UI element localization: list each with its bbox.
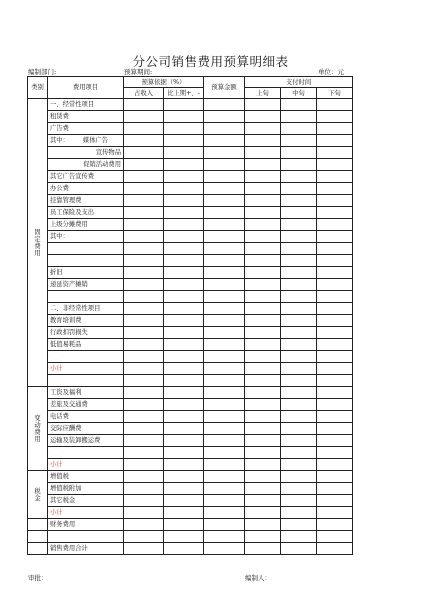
row-entertainment: 交际应酬费	[48, 423, 124, 435]
header-basis-revenue: 占收入	[124, 88, 164, 99]
category-tax: 税 金	[28, 471, 48, 519]
header-category: 类别	[28, 77, 48, 99]
row-ad-of-which: 其中： 媒体广告	[48, 135, 124, 147]
header-pay-late: 下旬	[317, 88, 353, 99]
row-travel: 差旅及交通费	[48, 399, 124, 411]
row-depreciation: 折旧	[48, 267, 124, 279]
row-blank	[48, 375, 124, 387]
row-regular-items: 一、经常性项目	[48, 99, 124, 111]
row-deferred-amortization: 递延资产摊销	[48, 279, 124, 291]
row-wages: 工资及福利	[48, 387, 124, 399]
row-subtotal-variable: 小计	[48, 459, 124, 471]
row-office: 办公费	[48, 183, 124, 195]
row-other-tax: 其它税金	[48, 495, 124, 507]
row-blank	[48, 531, 124, 543]
header-item: 费用项目	[48, 77, 124, 99]
row-subtotal-fixed: 小计	[48, 363, 124, 375]
row-subtotal-tax: 小计	[48, 507, 124, 519]
row-other-ads: 其它广告宣传费	[48, 171, 124, 183]
row-total: 销售费用合计	[48, 543, 124, 555]
unit-label: 单位：元	[318, 68, 344, 76]
footer-preparer: 编制人：	[245, 574, 271, 582]
row-blank	[48, 291, 124, 303]
row-blank	[48, 255, 124, 267]
header-pay-mid: 中旬	[281, 88, 317, 99]
row-blank	[48, 351, 124, 363]
row-consumables: 低值易耗品	[48, 339, 124, 351]
header-basis-change: 比上期+、-	[164, 88, 204, 99]
dept-label: 编制部门:	[28, 68, 57, 76]
category-fixed: 固 定 费 用	[28, 99, 48, 387]
header-pay-early: 上旬	[245, 88, 281, 99]
row-transport: 运输及装卸搬运费	[48, 435, 124, 447]
period-label: 预算期间:	[124, 68, 153, 76]
row-blank	[48, 447, 124, 459]
row-vat-surcharge: 增值税附加	[48, 483, 124, 495]
row-allocated: 上级分摊费用	[48, 219, 124, 231]
category-variable: 变 动 费 用	[28, 387, 48, 471]
row-blank	[48, 243, 124, 255]
row-affiliation-fee: 挂靠管理费	[48, 195, 124, 207]
header-pay-time: 支付时间	[245, 77, 353, 88]
row-advertising: 广告费	[48, 123, 124, 135]
row-vat: 增值税	[48, 471, 124, 483]
budget-table	[27, 76, 353, 555]
row-penalty-loss: 行政扣罚损失	[48, 327, 124, 339]
row-insurance: 员工保险及支出	[48, 207, 124, 219]
row-rent: 租赁费	[48, 111, 124, 123]
row-training: 教育培训费	[48, 315, 124, 327]
footer-approve: 审批：	[28, 574, 48, 582]
header-amount: 预算金额	[204, 77, 245, 99]
row-promo-items: 宣传物品	[48, 147, 124, 159]
row-nonregular-items: 二、非经常性项目	[48, 303, 124, 315]
page-title: 分公司销售费用预算明细表	[132, 54, 289, 69]
row-promo-activities: 促销活动费用	[48, 159, 124, 171]
row-allocated-of-which: 其中：	[48, 231, 124, 243]
header-basis: 预算依据（%）	[124, 77, 204, 88]
row-finance: 财务费用	[48, 519, 124, 531]
row-telephone: 电话费	[48, 411, 124, 423]
